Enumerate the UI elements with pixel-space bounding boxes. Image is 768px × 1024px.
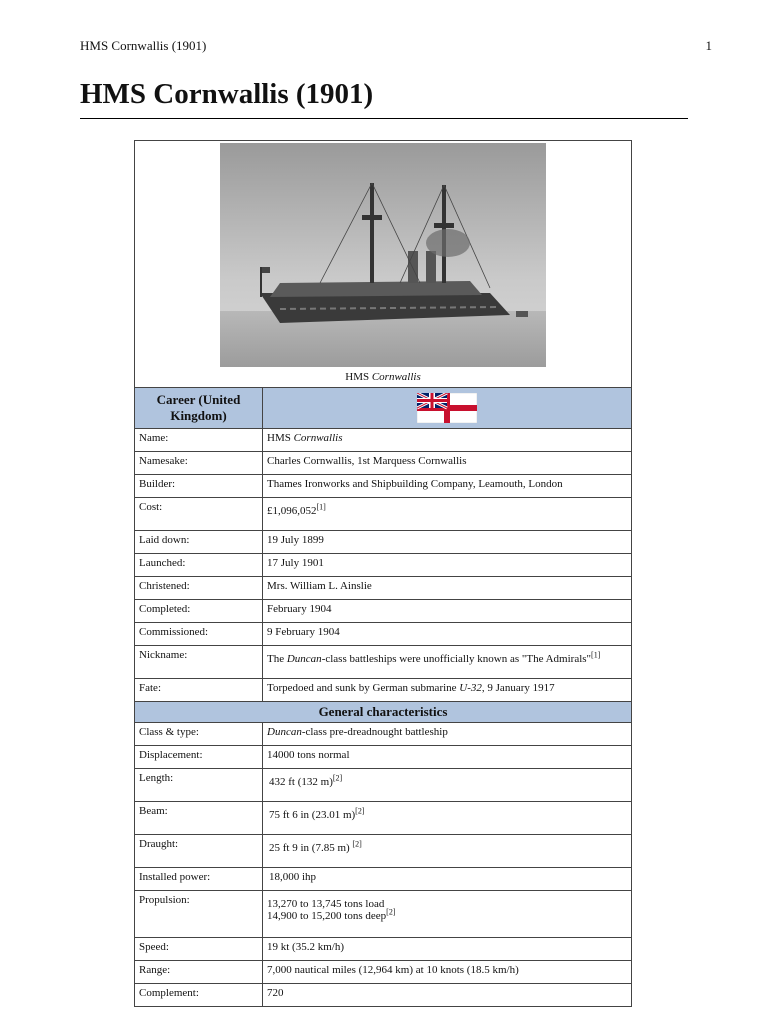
label-length: Length:: [135, 769, 263, 802]
value-commissioned: 9 February 1904: [263, 623, 632, 646]
ship-photo: [220, 143, 546, 367]
value-namesake: Charles Cornwallis, 1st Marquess Cornwallis: [263, 452, 632, 475]
nickname-class: Duncan: [286, 653, 322, 665]
row-beam: [135, 802, 632, 835]
cost-reference: [1]: [316, 502, 326, 512]
label-commissioned: Commissioned:: [135, 623, 263, 646]
row-commissioned: [135, 623, 632, 646]
photo-cell: [135, 141, 632, 388]
value-beam: [263, 802, 632, 835]
value-displacement: 14000 tons normal: [263, 746, 632, 769]
label-cost: Cost:: [135, 498, 263, 531]
row-launched: [135, 554, 632, 577]
label-propulsion: Propulsion:: [135, 891, 263, 938]
label-speed: Speed:: [135, 938, 263, 961]
value-nickname: [263, 646, 632, 679]
value-draught: [263, 835, 632, 868]
value-class: [263, 723, 632, 746]
value-speed: 19 kt (35.2 km/h): [263, 938, 632, 961]
fate-pre: Torpedoed and sunk by German submarine: [267, 682, 460, 694]
name-prefix: HMS: [267, 432, 294, 444]
white-ensign-flag: [417, 393, 477, 423]
row-christened: [135, 577, 632, 600]
label-name: Name:: [135, 429, 263, 452]
row-draught: [135, 835, 632, 868]
propulsion-reference: [2]: [386, 907, 396, 917]
career-header-row: [135, 388, 632, 429]
value-complement: 720: [263, 984, 632, 1007]
label-installed-power: Installed power:: [135, 868, 263, 891]
value-cost: [263, 498, 632, 531]
value-length: [263, 769, 632, 802]
row-fate: [135, 679, 632, 702]
page-title: HMS Cornwallis (1901): [80, 78, 374, 110]
row-name: [135, 429, 632, 452]
general-header-row: [135, 702, 632, 723]
label-nickname: Nickname:: [135, 646, 263, 679]
label-fate: Fate:: [135, 679, 263, 702]
row-range: [135, 961, 632, 984]
photo-caption: [139, 371, 627, 383]
value-propulsion: [263, 891, 632, 938]
row-displacement: [135, 746, 632, 769]
fate-post: , 9 January 1917: [481, 682, 555, 694]
value-fate: [263, 679, 632, 702]
row-installed-power: [135, 868, 632, 891]
label-completed: Completed:: [135, 600, 263, 623]
class-name: Duncan: [267, 726, 302, 738]
row-completed: [135, 600, 632, 623]
row-laid-down: [135, 531, 632, 554]
value-range: 7,000 nautical miles (12,964 km) at 10 knots (18.5 km/h): [263, 961, 632, 984]
fate-submarine: U-32: [459, 682, 482, 694]
row-namesake: [135, 452, 632, 475]
value-christened: Mrs. William L. Ainslie: [263, 577, 632, 600]
label-draught: Draught:: [135, 835, 263, 868]
beam-reference: [2]: [355, 806, 365, 816]
label-displacement: Displacement:: [135, 746, 263, 769]
row-speed: [135, 938, 632, 961]
value-name: [263, 429, 632, 452]
row-length: [135, 769, 632, 802]
caption-prefix: HMS: [345, 371, 372, 383]
row-builder: [135, 475, 632, 498]
label-complement: Complement:: [135, 984, 263, 1007]
career-heading: Career (United Kingdom): [135, 388, 263, 429]
class-rest: -class pre-dreadnought battleship: [301, 726, 448, 738]
beam-text: 75 ft 6 in (23.01 m): [269, 809, 356, 821]
running-title: HMS Cornwallis (1901): [80, 38, 207, 53]
length-text: 432 ft (132 m): [269, 776, 333, 788]
label-namesake: Namesake:: [135, 452, 263, 475]
row-propulsion: [135, 891, 632, 938]
row-nickname: [135, 646, 632, 679]
propulsion-line-1: 13,270 to 13,745 tons load: [267, 898, 385, 910]
propulsion-line-2: [267, 907, 627, 922]
nickname-post: -class battleships were unofficially known as "The Admirals": [321, 653, 592, 665]
nickname-pre: The: [267, 653, 287, 665]
row-complement: [135, 984, 632, 1007]
page-number: 1: [705, 38, 712, 53]
label-christened: Christened:: [135, 577, 263, 600]
draught-text: 25 ft 9 in (7.85 m): [269, 842, 353, 854]
general-heading: General characteristics: [135, 702, 632, 723]
infobox: [134, 140, 632, 1007]
caption-ship-name: Cornwallis: [371, 371, 421, 383]
value-launched: 17 July 1901: [263, 554, 632, 577]
value-installed-power: 18,000 ihp: [263, 868, 632, 891]
ensign-cell: [263, 388, 632, 429]
row-class: [135, 723, 632, 746]
label-launched: Launched:: [135, 554, 263, 577]
label-builder: Builder:: [135, 475, 263, 498]
row-cost: [135, 498, 632, 531]
label-laid-down: Laid down:: [135, 531, 263, 554]
value-completed: February 1904: [263, 600, 632, 623]
label-class: Class & type:: [135, 723, 263, 746]
label-beam: Beam:: [135, 802, 263, 835]
cost-text: £1,096,052: [267, 505, 317, 517]
draught-reference: [2]: [352, 839, 362, 849]
name-ship: Cornwallis: [293, 432, 343, 444]
running-header: [80, 38, 712, 54]
value-laid-down: 19 July 1899: [263, 531, 632, 554]
title-divider: [80, 118, 688, 119]
value-builder: Thames Ironworks and Shipbuilding Company, Leamouth, London: [263, 475, 632, 498]
length-reference: [2]: [332, 773, 343, 783]
label-range: Range:: [135, 961, 263, 984]
propulsion-line-2-text: 14,900 to 15,200 tons deep: [267, 910, 387, 922]
nickname-reference: [1]: [591, 650, 601, 660]
